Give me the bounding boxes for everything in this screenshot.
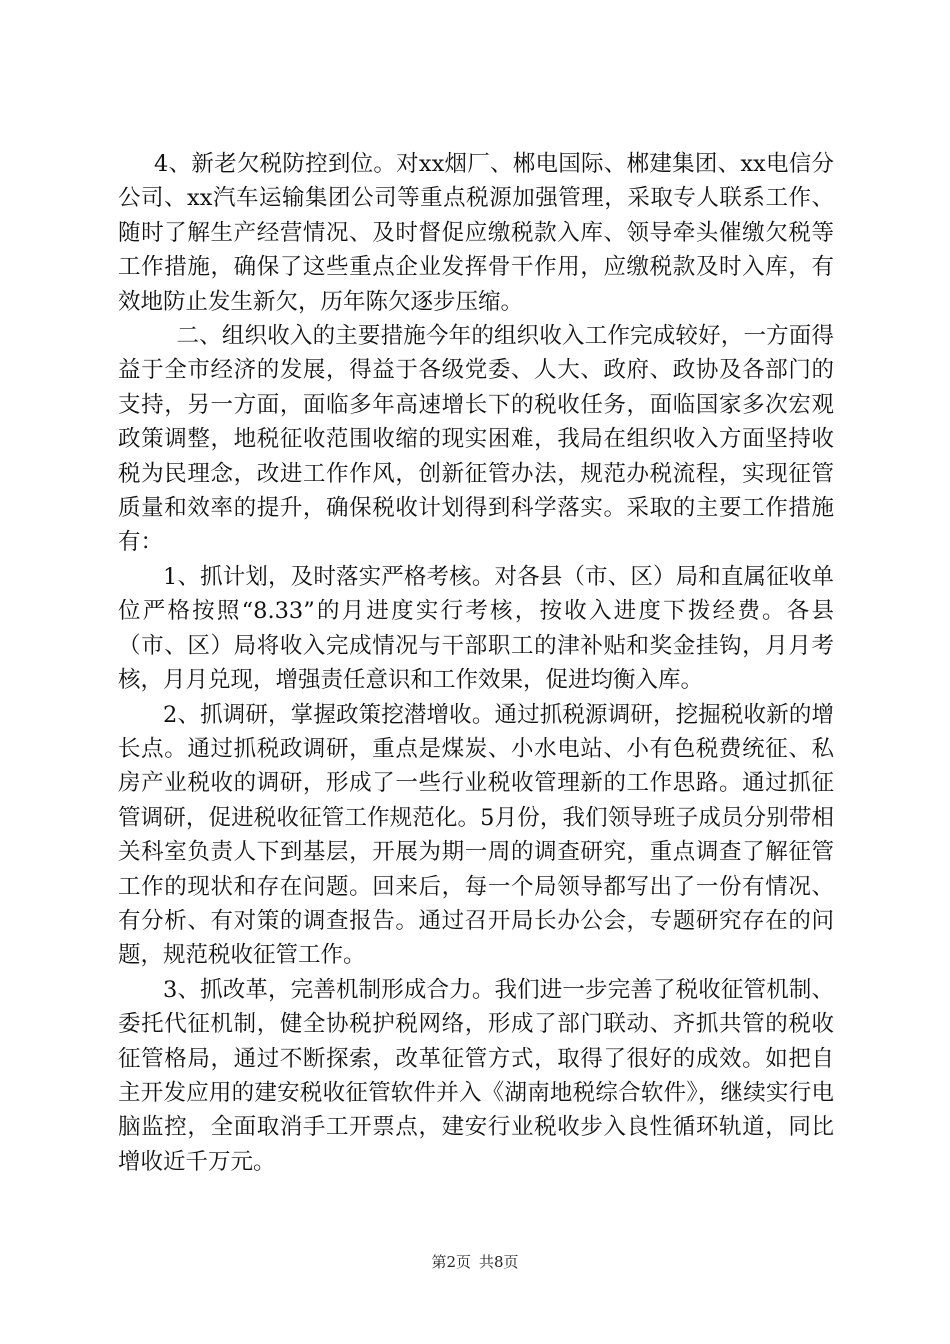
paragraph-plan-assessment: 1、抓计划，及时落实严格考核。对各县（市、区）局和直属征收单位严格按照“8.33”的月进度实行考核，按收入进度下拨经费。各县（市、区）局将收入完成情况与干部职工的津补贴和奖金挂钩，月月考核，月月兑现，增强责任意识和工作效果，促进均衡入库。 — [118, 563, 834, 694]
page-total: 共8页 — [479, 1253, 519, 1271]
paragraph-main-measures: 二、组织收入的主要措施今年的组织收入工作完成较好，一方面得益于全市经济的发展，得益于各级党委、人大、政府、政协及各部门的支持，另一方面，面临多年高速增长下的税收任务，面临国家多次宏观政策调整，地税征收范围收缩的现实困难，我局在组织收入方面坚持收税为民理念，改进工作作风，创新征管办法，规范办税流程，实现征管质量和效率的提升，确保税收计划得到科学落实。采取的主要工作措施有： — [118, 323, 834, 556]
document-body — [118, 147, 834, 1179]
page-footer — [0, 1251, 950, 1272]
paragraph-research: 2、抓调研，掌握政策挖潜增收。通过抓税源调研，挖掘税收新的增长点。通过抓税政调研，重点是煤炭、小水电站、小有色税费统征、私房产业税收的调研，形成了一些行业税收管理新的工作思路。通过抓征管调研，促进税收征管工作规范化。5月份，我们领导班子成员分别带相关科室负责人下到基层，开展为期一周的调查研究，重点调查了解征管工作的现状和存在问题。回来后，每一个局领导都写出了一份有情况、有分析、有对策的调查报告。通过召开局长办公会，专题研究存在的问题，规范税收征管工作。 — [118, 701, 834, 969]
paragraph-new-old-arrears: 4、新老欠税防控到位。对xx烟厂、郴电国际、郴建集团、xx电信分公司、xx汽车运输集团公司等重点税源加强管理，采取专人联系工作、随时了解生产经营情况、及时督促应缴税款入库、领导牵头催缴欠税等工作措施，确保了这些重点企业发挥骨干作用，应缴税款及时入库，有效地防止发生新欠，历年陈欠逐步压缩。 — [118, 151, 834, 315]
paragraph-reform: 3、抓改革，完善机制形成合力。我们进一步完善了税收征管机制、委托代征机制，健全协税护税网络，形成了部门联动、齐抓共管的税收征管格局，通过不断探索，改革征管方式，取得了很好的成效。如把自主开发应用的建安税收征管软件并入《湖南地税综合软件》，继续实行电脑监控，全面取消手工开票点，建安行业税收步入良性循环轨道，同比增收近千万元。 — [118, 976, 834, 1175]
page-number: 第2页 — [431, 1253, 471, 1271]
